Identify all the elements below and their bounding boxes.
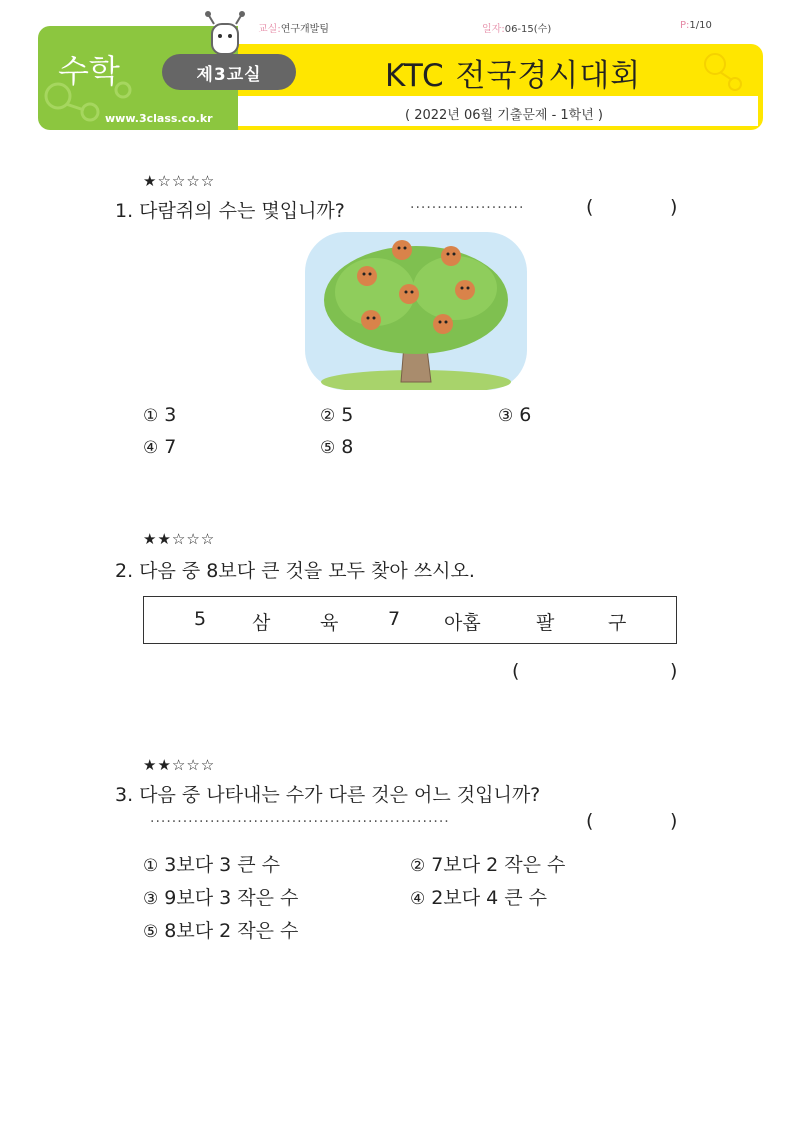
- choice-number: ③: [143, 889, 159, 909]
- q2-number-box: [143, 596, 677, 644]
- subject-label: 수학: [58, 52, 120, 90]
- q1-choice-5[interactable]: [320, 436, 353, 458]
- q1-choice-2[interactable]: [320, 404, 353, 426]
- choice-number: ④: [410, 889, 426, 909]
- choice-text: 8보다 2 작은 수: [164, 920, 299, 942]
- q3-choice-4[interactable]: [410, 883, 547, 910]
- q3-choice-3[interactable]: [143, 883, 298, 910]
- choice-text: 3: [164, 404, 177, 426]
- box-item: 삼: [252, 612, 271, 634]
- choice-text: 2보다 4 큰 수: [431, 887, 547, 909]
- box-item: 육: [320, 612, 339, 634]
- q1-paren-close: ): [670, 196, 678, 218]
- q3-dots: ·······················································: [150, 814, 450, 830]
- q3-text: 3. 다음 중 나타내는 수가 다른 것은 어느 것입니까?: [115, 784, 541, 806]
- q1-text: 1. 다람쥐의 수는 몇입니까?: [115, 200, 345, 222]
- squirrel-icon: [392, 240, 412, 260]
- squirrel-icon: [399, 284, 419, 304]
- date-label: 일자:: [482, 24, 505, 35]
- box-item: 팔: [536, 612, 555, 634]
- box-item: 7: [388, 608, 401, 630]
- choice-number: ②: [320, 406, 336, 426]
- squirrel-icon: [441, 246, 461, 266]
- choice-number: ③: [498, 406, 514, 426]
- box-item: 구: [608, 612, 627, 634]
- page-meta: [680, 20, 712, 31]
- classroom-value: 연구개발팀: [280, 24, 330, 35]
- q1-choice-4[interactable]: [143, 436, 176, 458]
- choice-text: 7보다 2 작은 수: [431, 854, 566, 876]
- q1-dots: ·····················: [410, 200, 525, 216]
- mascot-icon: [200, 10, 250, 60]
- q3-choice-2[interactable]: [410, 850, 565, 877]
- contest-title: KTC 전국경시대회: [385, 58, 642, 94]
- q3-paren-close: ): [670, 810, 678, 832]
- q2-difficulty: ★★☆☆☆: [143, 530, 216, 548]
- logo-text: 제3교실: [196, 64, 262, 85]
- choice-text: 9보다 3 작은 수: [164, 887, 299, 909]
- classroom-meta: [258, 20, 329, 35]
- website-link[interactable]: www.3class.co.kr: [105, 112, 213, 125]
- choice-text: 8: [341, 436, 354, 458]
- choice-number: ④: [143, 438, 159, 458]
- q3-difficulty: ★★☆☆☆: [143, 756, 216, 774]
- choice-text: 3보다 3 큰 수: [164, 854, 280, 876]
- squirrels-tree-illustration: [305, 232, 527, 390]
- squirrel-icon: [361, 310, 381, 330]
- q2-paren-open: (: [512, 660, 520, 682]
- squirrel-icon: [455, 280, 475, 300]
- q1-difficulty: ★☆☆☆☆: [143, 172, 216, 190]
- date-value: 06-15(수): [504, 24, 552, 35]
- q2-text: 2. 다음 중 8보다 큰 것을 모두 찾아 쓰시오.: [115, 560, 475, 582]
- classroom-label: 교실:: [258, 24, 281, 35]
- choice-number: ①: [143, 856, 159, 876]
- q3-choice-5[interactable]: [143, 916, 298, 943]
- choice-number: ②: [410, 856, 426, 876]
- logo: [162, 54, 296, 90]
- box-item: 아홉: [444, 612, 481, 634]
- choice-number: ⑤: [320, 438, 336, 458]
- contest-subtitle: ( 2022년 06월 기출문제 - 1학년 ): [405, 108, 603, 123]
- q1-choice-3[interactable]: [498, 404, 531, 426]
- choice-number: ①: [143, 406, 159, 426]
- choice-text: 5: [341, 404, 354, 426]
- q1-paren-open: (: [586, 196, 594, 218]
- choice-number: ⑤: [143, 922, 159, 942]
- choice-text: 7: [164, 436, 177, 458]
- squirrel-icon: [433, 314, 453, 334]
- page-label: P:: [680, 20, 690, 31]
- page-value: 1/10: [689, 20, 712, 31]
- squirrel-icon: [357, 266, 377, 286]
- q3-choice-1[interactable]: [143, 850, 280, 877]
- box-item: 5: [194, 608, 207, 630]
- q3-paren-open: (: [586, 810, 594, 832]
- choice-text: 6: [519, 404, 532, 426]
- q2-paren-close: ): [670, 660, 678, 682]
- q1-choice-1[interactable]: [143, 404, 176, 426]
- date-meta: [482, 20, 551, 35]
